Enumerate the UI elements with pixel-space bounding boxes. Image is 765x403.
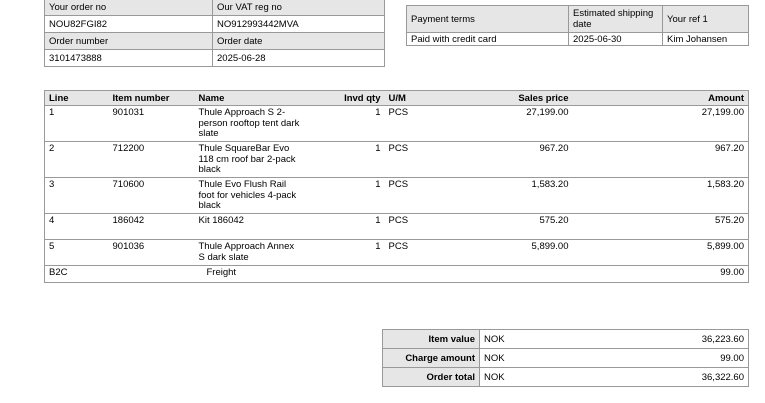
item-qty: 1 — [305, 214, 385, 240]
table-row — [45, 106, 749, 142]
item-um: PCS — [385, 240, 435, 266]
order-total-currency: NOK — [480, 368, 552, 387]
order-total-label: Order total — [383, 368, 480, 387]
item-amount: 5,899.00 — [573, 240, 749, 266]
shipping-date-label: Estimated shipping date — [569, 6, 663, 33]
item-qty: 1 — [305, 106, 385, 142]
item-name: Thule Approach Annex S dark slate — [195, 240, 305, 266]
item-amount: 575.20 — [573, 214, 749, 240]
item-number: 710600 — [109, 178, 195, 214]
item-amount: 1,583.20 — [573, 178, 749, 214]
order-total-row — [383, 368, 749, 387]
item-value-label: Item value — [383, 330, 480, 349]
item-qty: 1 — [305, 142, 385, 178]
item-number: 901036 — [109, 240, 195, 266]
order-meta-value-row — [45, 50, 385, 67]
freight-label: Freight — [195, 266, 305, 283]
col-line: Line — [45, 91, 109, 106]
table-row — [45, 142, 749, 178]
order-total-value: 36,322.60 — [552, 368, 749, 387]
order-lines-table — [44, 90, 749, 283]
your-order-no-label: Your order no — [45, 0, 213, 16]
order-date-label: Order date — [213, 33, 385, 50]
order-meta-header-row — [45, 33, 385, 50]
payment-terms-label: Payment terms — [407, 6, 569, 33]
item-name: Thule Approach S 2-person rooftop tent dark slate — [195, 106, 305, 142]
payment-terms-value: Paid with credit card — [407, 33, 569, 46]
order-lines-header-row — [45, 91, 749, 106]
line-no: 1 — [45, 106, 109, 142]
order-meta-header-row — [45, 0, 385, 16]
col-invd-qty: Invd qty — [305, 91, 385, 106]
freight-code: B2C — [45, 266, 109, 283]
item-amount: 967.20 — [573, 142, 749, 178]
line-no: 2 — [45, 142, 109, 178]
line-no: 5 — [45, 240, 109, 266]
order-number-value: 3101473888 — [45, 50, 213, 67]
order-date-value: 2025-06-28 — [213, 50, 385, 67]
item-price: 5,899.00 — [435, 240, 573, 266]
order-number-label: Order number — [45, 33, 213, 50]
item-number: 712200 — [109, 142, 195, 178]
order-meta-table — [44, 0, 385, 67]
item-value-amount: 36,223.60 — [552, 330, 749, 349]
charge-amount-row — [383, 349, 749, 368]
item-um: PCS — [385, 106, 435, 142]
charge-amount-currency: NOK — [480, 349, 552, 368]
vat-label: Our VAT reg no — [213, 0, 385, 16]
col-item-number: Item number — [109, 91, 195, 106]
payment-header-row — [407, 6, 749, 33]
item-name: Kit 186042 — [195, 214, 305, 240]
payment-table — [406, 5, 749, 46]
your-order-no-value: NOU82FGI82 — [45, 16, 213, 33]
item-um: PCS — [385, 214, 435, 240]
item-number: 186042 — [109, 214, 195, 240]
charge-amount-value: 99.00 — [552, 349, 749, 368]
item-qty: 1 — [305, 240, 385, 266]
item-name: Thule SquareBar Evo 118 cm roof bar 2-pack black — [195, 142, 305, 178]
col-amount: Amount — [573, 91, 749, 106]
item-name: Thule Evo Flush Rail foot for vehicles 4-pack black — [195, 178, 305, 214]
line-no: 4 — [45, 214, 109, 240]
shipping-date-value: 2025-06-30 — [569, 33, 663, 46]
item-qty: 1 — [305, 178, 385, 214]
table-row — [45, 178, 749, 214]
item-price: 1,583.20 — [435, 178, 573, 214]
item-um: PCS — [385, 142, 435, 178]
your-ref-label: Your ref 1 — [663, 6, 749, 33]
col-sales-price: Sales price — [435, 91, 573, 106]
item-price: 967.20 — [435, 142, 573, 178]
freight-amount: 99.00 — [573, 266, 749, 283]
item-amount: 27,199.00 — [573, 106, 749, 142]
item-value-row — [383, 330, 749, 349]
line-no: 3 — [45, 178, 109, 214]
item-number: 901031 — [109, 106, 195, 142]
order-meta-value-row — [45, 16, 385, 33]
payment-value-row — [407, 33, 749, 46]
your-ref-value: Kim Johansen — [663, 33, 749, 46]
totals-table — [382, 329, 749, 387]
item-value-currency: NOK — [480, 330, 552, 349]
charge-amount-label: Charge amount — [383, 349, 480, 368]
vat-value: NO912993442MVA — [213, 16, 385, 33]
col-name: Name — [195, 91, 305, 106]
item-um: PCS — [385, 178, 435, 214]
col-um: U/M — [385, 91, 435, 106]
table-row — [45, 214, 749, 240]
item-price: 27,199.00 — [435, 106, 573, 142]
freight-row — [45, 266, 749, 283]
item-price: 575.20 — [435, 214, 573, 240]
table-row — [45, 240, 749, 266]
